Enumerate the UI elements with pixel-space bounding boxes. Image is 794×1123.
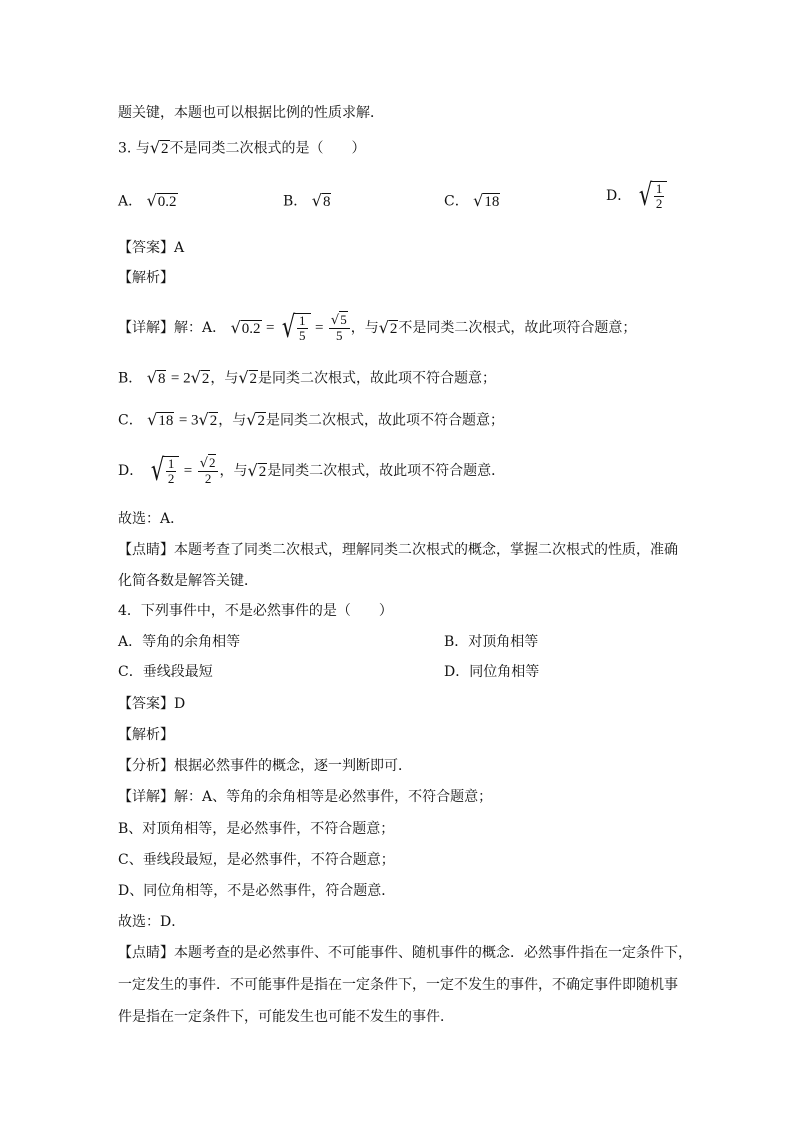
radicand: 2 [208,455,216,471]
fraction: $\frac{√2}{2}$ [198,456,219,487]
sqrt-expr: √2 [190,368,210,387]
radicand: 2 [258,463,267,480]
radicand: 2 [249,371,258,387]
q4-detail-1 [118,787,492,807]
detail-prefix: D． [118,463,144,479]
q4-comment-2: 一定发生的事件．不可能事件是指在一定条件下，一定不发生的事件，不确定事件即随机事 [118,977,678,993]
denominator: 2 [204,471,212,487]
equals: = [183,463,193,479]
q3-detail-b [118,368,496,389]
q4-analysis-tag: 【解析】 [118,727,174,743]
q3-answer [118,238,184,258]
denominator: 5 [299,328,306,343]
q3-choose: 故选：A． [118,511,185,527]
q4-comment-3: 件是指在一定条件下，可能发生也可能不发生的事件． [118,1009,454,1025]
detail-end: 是同类二次根式，故此项不符合题意． [267,463,506,479]
fraction: $\frac{√5}{5}$ [329,313,350,344]
q4-option-a: A．等角的余角相等 [118,634,241,650]
detail-tag: 【详解】 [118,789,174,805]
answer-tag: 【答案】 [118,240,174,256]
q3-option-b [283,191,331,212]
equals: = [265,320,275,336]
q4-option-b: B．对顶角相等 [444,634,539,650]
radicand: 2 [161,141,169,157]
sqrt-expr: √2 [149,138,169,157]
sqrt-expr: √2 [246,410,265,429]
radicand: 2 [389,320,398,337]
sqrt-expr: √2 [238,368,258,387]
option-label: C． [444,193,469,210]
q4-detail-4: D、同位角相等，不是必然事件，符合题意． [118,883,396,899]
q3-analysis-tag: 【解析】 [118,270,174,286]
detail-mid: ，与 [350,320,379,336]
radicand: 2 [209,413,218,429]
q4-detail-2: B、对顶角相等，是必然事件，不符合题意； [118,821,395,837]
detail-mid: ，与 [210,370,239,387]
q3-comment-2: 化简各数是解答关键． [118,573,258,589]
sqrt-expr: √18 [473,191,500,210]
q3-option-d [606,180,667,212]
option-label: A． [118,193,143,210]
equals: = [314,320,324,336]
q4-comment-1 [118,943,692,963]
q3-option-a [118,191,178,212]
radicand: 5 [340,312,347,328]
radicand: 8 [157,371,166,387]
answer-value: D [174,696,186,712]
sqrt-fraction: √ $\frac{1}{2}$ [636,180,668,212]
denominator: 2 [167,471,175,486]
q3-comment-1 [118,540,678,560]
detail-prefix: B． [118,370,143,387]
q4-choose: 故选：D． [118,914,186,930]
option-label: D． [606,188,632,204]
detail-text: 解：A、等角的余角相等是必然事件，不符合题意； [174,789,493,805]
q3-number: 3. [118,140,132,157]
detail-mid: ，与 [218,412,247,429]
equals: = 3 [178,412,199,429]
sqrt-expr: √0.2 [230,317,261,337]
top-line: 题关键，本题也可以根据比例的性质求解． [118,105,384,121]
comment-text: 本题考查的是必然事件、不可能事件、随机事件的概念．必然事件指在一定条件下， [174,945,692,961]
sqrt-expr: √2 [378,317,398,337]
detail-prefix: C． [118,412,143,429]
detail-prefix: 解：A． [174,320,227,336]
radicand: 2 [257,413,265,429]
radicand: 2 [201,371,210,387]
comment-tag: 【点睛】 [118,542,174,558]
numerator: 1 [167,456,175,471]
q4-answer [118,694,185,714]
q3-stem [118,138,366,159]
detail-mid: ，与 [219,463,248,479]
q3-stem-suffix: 不是同类二次根式的是（ ） [169,140,366,157]
sqrt-fraction: √ $\frac{1}{2}$ [148,455,180,487]
q4-detail-3: C、垂线段最短，是必然事件，不符合题意； [118,852,395,868]
q4-option-d: D．同位角相等 [444,664,540,680]
q4-option-c: C．垂线段最短 [118,664,213,680]
radicand: 8 [322,194,331,210]
sqrt-expr: √8 [146,368,166,387]
sqrt-fraction: √ $\frac{1}{5}$ [279,312,311,344]
sqrt-expr: √0.2 [146,191,177,210]
analyze-tag: 【分析】 [118,758,174,774]
q3-detail-d [118,455,505,487]
option-label: B． [283,193,308,210]
q3-detail-a [118,312,636,344]
denominator: 5 [336,328,343,344]
denominator: 2 [655,196,663,211]
numerator: 1 [299,313,306,328]
detail-tag: 【详解】 [118,320,174,336]
detail-end: 是同类二次根式，故此项不符合题意； [258,370,497,387]
detail-end: 不是同类二次根式，故此项符合题意； [398,320,637,336]
equals: = 2 [170,370,191,387]
answer-tag: 【答案】 [118,696,174,712]
q3-stem-prefix: 与 [135,140,150,157]
analyze-text: 根据必然事件的概念，逐一判断即可． [174,758,412,774]
sqrt-expr: √2 [198,410,218,429]
q3-detail-c [118,410,504,431]
answer-value: A [174,240,185,256]
sqrt-expr: √18 [147,410,174,429]
radicand: 18 [158,413,174,429]
q4-analyze [118,756,412,776]
sqrt-expr: √2 [247,460,267,480]
comment-text: 本题考查了同类二次根式，理解同类二次根式的概念，掌握二次根式的性质，准确 [174,542,678,558]
radicand: 0.2 [241,320,261,337]
numerator: 1 [655,181,663,196]
q4-stem: 4．下列事件中，不是必然事件的是（ ） [118,603,393,619]
sqrt-expr: √8 [311,191,331,210]
radicand: 0.2 [157,194,177,210]
detail-end: 是同类二次根式，故此项不符合题意； [265,412,504,429]
q3-option-c [444,191,500,212]
radicand: 18 [484,194,500,210]
comment-tag: 【点睛】 [118,945,174,961]
